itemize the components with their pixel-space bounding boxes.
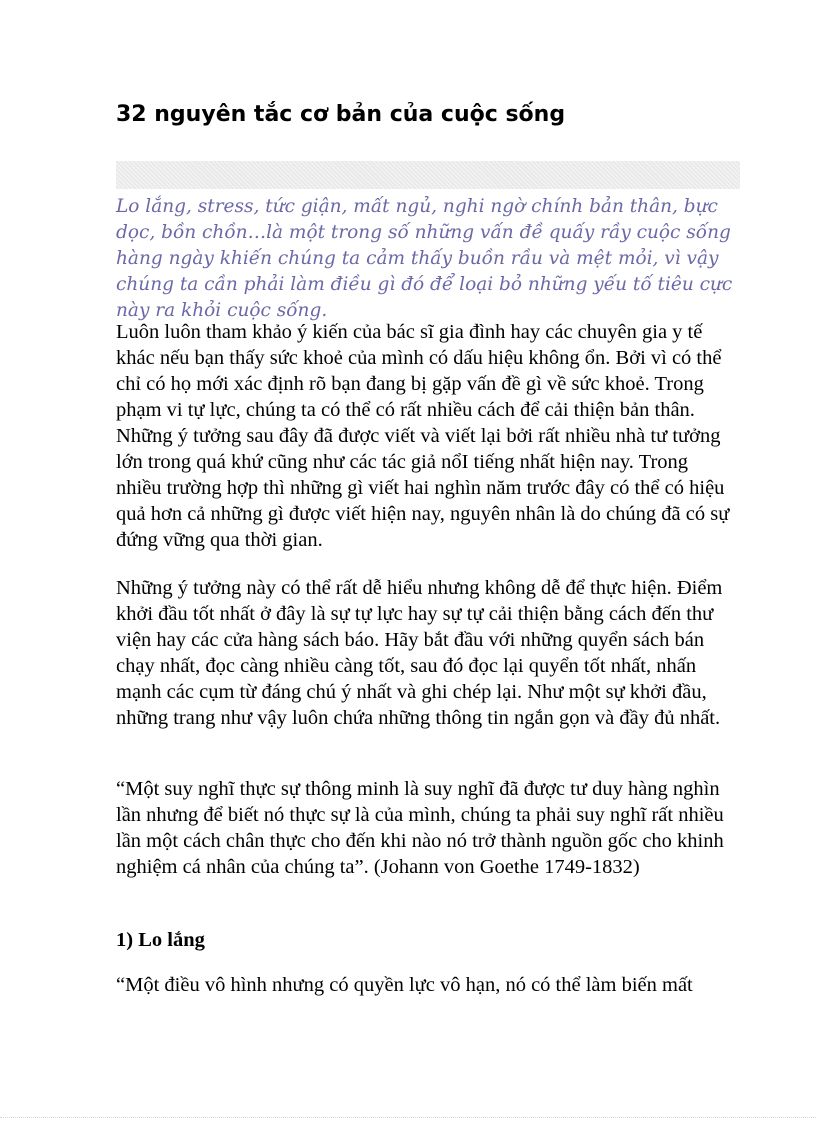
section-heading-1: 1) Lo lắng (116, 929, 205, 951)
page-title: 32 nguyên tắc cơ bản của cuộc sống (116, 102, 566, 127)
separator-bar (116, 161, 740, 189)
body-paragraph-1: Luôn luôn tham khảo ý kiến của bác sĩ gia đình hay các chuyên gia y tế khác nếu bạn thấy sức khoẻ của mình có dấu hiệu không ổn. Bởi vì có thể chỉ có họ mới xác định rõ bạn đang bị gặp vấn đề gì về sức khoẻ. Trong phạm vi tự lực, chúng ta có thể có rất nhiều cách để cải thiện bản thân. Những ý tưởng sau đây đã được viết và viết lại bởi rất nhiều nhà tư tưởng lớn trong quá khứ cũng như các tác giả nổI tiếng nhất hiện nay. Trong nhiều trường hợp thì những gì viết hai nghìn năm trước đây có thể có hiệu quả hơn cả những gì được viết hiện nay, nguyên nhân là do chúng đã có sự đứng vững qua thời gian. (116, 321, 730, 551)
page-bottom-rule (0, 1117, 816, 1118)
intro-paragraph: Lo lắng, stress, tức giận, mất ngủ, nghi ngờ chính bản thân, bực dọc, bồn chồn…là một trong số những vấn đề quấy rầy cuộc sống hàng ngày khiến chúng ta cảm thấy buồn rầu và mệt mỏi, vì vậy chúng ta cần phải làm điều gì đó để loại bỏ những yếu tố tiêu cực này ra khỏi cuộc sống. (116, 196, 733, 321)
section-1-paragraph: “Một điều vô hình nhưng có quyền lực vô hạn, nó có thể làm biến mất (116, 974, 693, 996)
body-paragraph-2: Những ý tưởng này có thể rất dễ hiểu nhưng không dễ để thực hiện. Điểm khởi đầu tốt nhất ở đây là sự tự lực hay sự tự cải thiện bằng cách đến thư viện hay các cửa hàng sách báo. Hãy bắt đầu với những quyển sách bán chạy nhất, đọc càng nhiều càng tốt, sau đó đọc lại quyển tốt nhất, nhấn mạnh các cụm từ đáng chú ý nhất và ghi chép lại. Như một sự khởi đầu, những trang như vậy luôn chứa những thông tin ngắn gọn và đầy đủ nhất. (116, 577, 723, 729)
quote-paragraph: “Một suy nghĩ thực sự thông minh là suy nghĩ đã được tư duy hàng nghìn lần nhưng để biết nó thực sự là của mình, chúng ta phải suy nghĩ rất nhiều lần một cách chân thực cho đến khi nào nó trở thành nguồn gốc cho khinh nghiệm cá nhân của chúng ta”. (Johann von Goethe 1749-1832) (116, 778, 724, 878)
